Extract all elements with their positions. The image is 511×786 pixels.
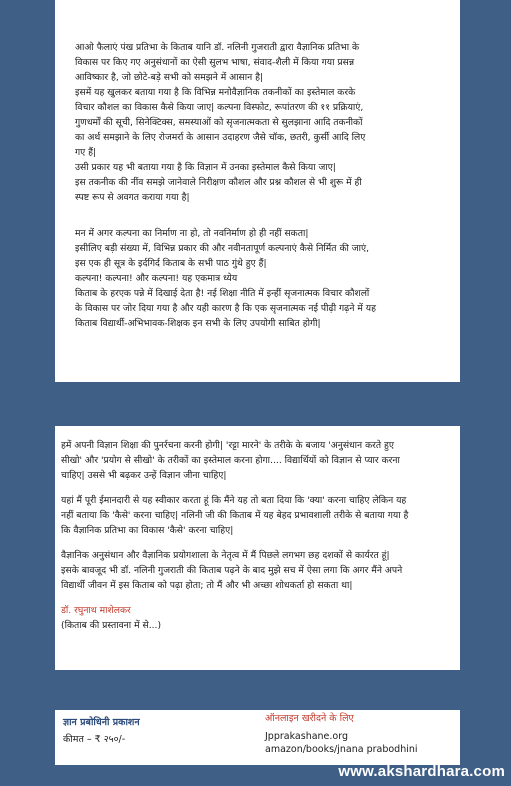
foreword-paragraph xyxy=(61,438,454,483)
text-line: इसमें यह खुलकर बताया गया है कि विभिन्न मनोवैज्ञानिक तकनीकों का इस्तेमाल करके xyxy=(75,87,356,98)
text-line: विचार कौशल का विकास कैसे किया जाए| कल्पना विस्फोट, रूपांतरण की ११ प्रक्रियाएं, xyxy=(75,102,364,113)
text-line: इस एक ही सूत्र के इर्दगिर्द किताब के सभी पाठ गुंथे हुए हैं| xyxy=(75,258,267,269)
text-line: मन में अगर कल्पना का निर्माण ना हो, तो नवनिर्माण हो ही नहीं सकता| xyxy=(75,228,309,239)
text-line: विद्यार्थी जीवन में इस किताब को पढ़ा होता; तो मैं और भी अच्छा शोधकर्ता हो सकता था| xyxy=(61,580,353,591)
text-line: वैज्ञानिक अनुसंधान और वैज्ञानिक प्रयोगशाला के नेतृत्व में मैं पिछले लगभग छह दशकों से कार्यरत हूं| xyxy=(61,550,390,561)
synopsis-block-1 xyxy=(75,40,452,205)
text-line: हमें अपनी विज्ञान शिक्षा की पुनर्रचना करनी होगी| 'रट्टा मारने' के तरीके के बजाय 'अनुसंधान करते हुए xyxy=(61,440,395,451)
text-line: चाहिए| उससे भी बढ़कर उन्हें विज्ञान जीना चाहिए| xyxy=(61,470,227,481)
text-line: कल्पना! कल्पना! और कल्पना! यह एकमात्र ध्येय xyxy=(75,273,238,284)
text-line: उसी प्रकार यह भी बताया गया है कि विज्ञान में उनका इस्तेमाल कैसे किया जाए| xyxy=(75,162,336,173)
purchase-link[interactable]: Jpprakashane.org xyxy=(265,731,349,742)
text-line: गए हैं| xyxy=(75,147,97,158)
text-line: का अर्थ समझाने के लिए रोजमर्रा के आसान उदाहरण जैसे चॉक, छतरी, कुर्सी आदि लिए xyxy=(75,132,366,143)
text-line: इसके बावजूद भी डॉ. नलिनी गुजराती की किताब पढ़ने के बाद मुझे सच में ऐसा लगा कि अगर मैंने अपने xyxy=(61,565,403,576)
text-line: आओ फैलाएं पंख प्रतिभा के किताब यानि डॉ. नलिनी गुजराती द्वारा वैज्ञानिक प्रतिभा के xyxy=(75,42,360,53)
foreword-paragraph xyxy=(61,493,454,538)
spacer xyxy=(75,205,452,226)
text-line: इसीलिए बड़ी संख्या में, विभिन्न प्रकार की और नवीनतापूर्ण कल्पनाएं कैसे निर्मित की जाएं, xyxy=(75,243,370,254)
text-line: किताब विद्यार्थी-अभिभावक-शिक्षक इन सभी के लिए उपयोगी साबित होगी| xyxy=(75,318,321,329)
foreword-paragraph xyxy=(61,548,454,593)
foreword-source: (किताब की प्रस्तावना में से...) xyxy=(61,620,162,631)
text-line: इस तकनीक की नींव समझे जानेवाले निरीक्षण कौशल और प्रश्न कौशल से भी शुरू में ही xyxy=(75,177,362,188)
synopsis-panel xyxy=(55,0,460,382)
text-line: नहीं बताया कि 'कैसे' करना चाहिए| नलिनी जी की किताब में यह बेहद प्रभावशाली तरीके से बताया गया है xyxy=(61,510,409,521)
text-line: आविष्कार है, जो छोटे-बड़े सभी को समझने में आसान है| xyxy=(75,72,264,83)
text-line: स्पष्ट रूप से अवगत कराया गया है| xyxy=(75,192,190,203)
publisher-info xyxy=(63,714,140,748)
watermark: www.akshardhara.com xyxy=(338,763,505,780)
text-line: यहां मैं पूरी ईमानदारी से यह स्वीकार करता हूं कि मैंने यह तो बता दिया कि 'क्या' करना चाहिए लेकिन यह xyxy=(61,495,407,506)
purchase-link[interactable]: amazon/books/jnana prabodhini xyxy=(265,744,418,755)
text-line: विकास पर किए गए अनुसंधानों का ऐसी सुलभ भाषा, संवाद-शैली में किया गया प्रसन्न xyxy=(75,57,355,68)
online-purchase-info xyxy=(265,712,418,756)
online-purchase-label: ऑनलाइन खरीदने के लिए xyxy=(265,713,354,724)
text-line: के विकास पर जोर दिया गया है और यही कारण है कि एक सृजनात्मक नई पीढ़ी गढ़ने में यह xyxy=(75,303,376,314)
foreword-panel xyxy=(55,426,460,670)
text-line: किताब के हरएक पन्ने में दिखाई देता है! नई शिक्षा नीति में इन्हीं सृजनात्मक विचार कौशलों xyxy=(75,288,370,299)
foreword-author: डॉ. रघुनाथ माशेलकर xyxy=(61,605,131,616)
synopsis-block-2 xyxy=(75,226,452,331)
text-line: गुणधर्मों की सूची, सिनेक्टिक्स, समस्याओं को सृजनात्मकता से सुलझाना आदि तकनीकों xyxy=(75,117,363,128)
price: कीमत – ₹ २५०/- xyxy=(63,734,126,745)
text-line: कि वैज्ञानिक प्रतिभा का विकास 'कैसे' करना चाहिए| xyxy=(61,525,234,536)
publisher-name: ज्ञान प्रबोधिनी प्रकाशन xyxy=(63,717,140,728)
publisher-panel xyxy=(55,710,460,765)
text-line: सीखो' और 'प्रयोग से सीखो' के तरीकों का इस्तेमाल करना होगा.... विद्यार्थियों को विज्ञान से प्यार करना xyxy=(61,455,400,466)
